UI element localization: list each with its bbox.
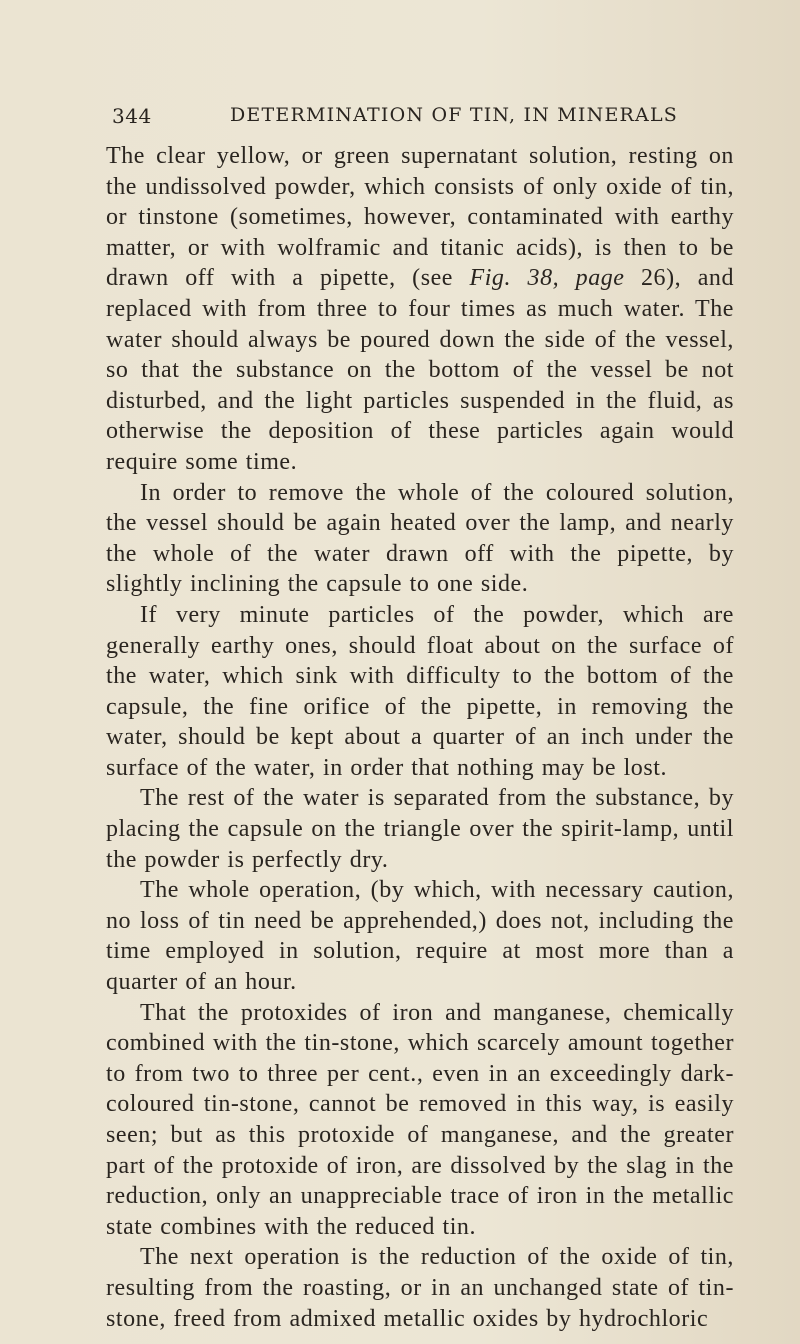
page-number: 344 bbox=[112, 104, 152, 128]
paragraph bbox=[106, 141, 734, 478]
paragraph: The rest of the water is separated from the substance, by placing the capsule on the triangle over the spirit-lamp, until the powder is perfectly dry. bbox=[106, 785, 734, 873]
body-text bbox=[106, 141, 734, 1334]
figure-reference: Fig. 38, page bbox=[469, 265, 625, 292]
paragraph-text: The clear yellow, or green supernatant solution, resting on the undissolved powder, which consists of only oxide of tin, or tinstone (sometimes, however, contaminated with earthy matter, or with wolframic and titanic acids), is then to be drawn off with a pipette, (see bbox=[106, 143, 734, 292]
paragraph: That the protoxides of iron and manganese, chemically combined with the tin-stone, which scarcely amount together to from two to three per cent., even in an exceedingly dark-coloured tin-stone, cannot be removed in this way, is easily seen; but as this protoxide of manganese, and the greater part of the protoxide of iron, are dissolved by the slag in the reduction, only an unappreciable trace of iron in the metallic state combines with the reduced tin. bbox=[106, 999, 734, 1240]
running-title: DETERMINATION OF TIN, IN MINERALS bbox=[230, 104, 678, 126]
paragraph: The next operation is the reduction of the oxide of tin, resulting from the roasting, or in an unchanged state of tin-stone, freed from admixed metallic oxides by hydrochloric bbox=[106, 1244, 734, 1332]
paragraph: If very minute particles of the powder, which are generally earthy ones, should float about on the surface of the water, which sink with difficulty to the bottom of the capsule, the fine orifice of the pipette, in removing the water, should be kept about a quarter of an inch under the surface of the water, in order that nothing may be lost. bbox=[106, 601, 734, 781]
page-header bbox=[112, 104, 752, 134]
paragraph: The whole operation, (by which, with necessary caution, no loss of tin need be apprehended,) does not, including the time employed in solution, require at most more than a quarter of an hour. bbox=[106, 877, 734, 996]
paragraph-text: 26), and replaced with from three to four times as much water. The water should always be poured down the side of the vessel, so that the substance on the bottom of the vessel be not disturbed, and the light particles suspended in the fluid, as otherwise the deposition of these particles again would require some time. bbox=[106, 265, 734, 475]
paragraph: In order to remove the whole of the coloured solution, the vessel should be again heated over the lamp, and nearly the whole of the water drawn off with the pipette, by slightly inclining the capsule to one side. bbox=[106, 479, 734, 598]
